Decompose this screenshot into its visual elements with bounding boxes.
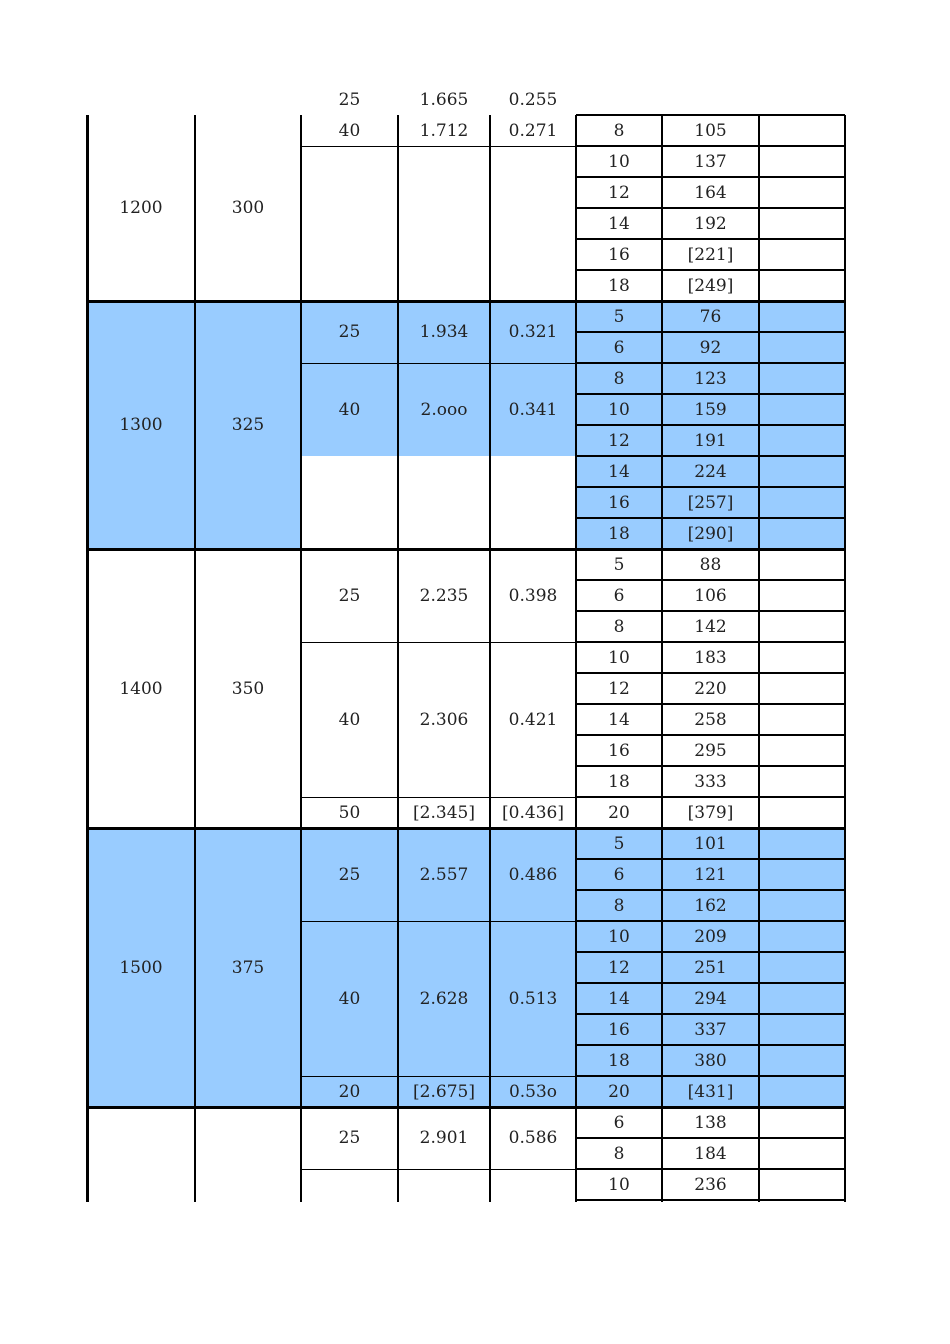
grid-line (576, 610, 845, 612)
table-row-empty (759, 859, 845, 890)
grid-line (576, 672, 845, 674)
table-row-empty (759, 1014, 845, 1045)
sub-thickness: 25 (301, 301, 398, 363)
grid-line (300, 115, 302, 1202)
table-row-empty (759, 518, 845, 549)
sub-thickness: 50 (338, 802, 361, 823)
sub-value-c: 0.341 (490, 363, 576, 456)
table-row-count: 10 (608, 151, 630, 172)
sub-thickness: 40 (338, 120, 361, 141)
group-diameter: 1400 (119, 678, 163, 699)
table-row-count: 16 (608, 740, 630, 761)
grid-line (576, 982, 845, 984)
sub-value-c: 0.513 (490, 921, 576, 1076)
table-row-value: [431] (662, 1076, 759, 1107)
table-row-value: 184 (694, 1143, 727, 1164)
grid-line (489, 115, 491, 1202)
top-row-thickness: 25 (338, 89, 361, 110)
grid-line (576, 207, 845, 209)
sub-value-c: 0.271 (508, 120, 558, 141)
table-row-value: 137 (694, 151, 727, 172)
grid-line (576, 641, 845, 643)
table-row-empty (759, 1107, 845, 1138)
sub-thickness: 20 (301, 1076, 398, 1107)
sub-thickness: 25 (338, 1128, 361, 1148)
table-row-empty (759, 363, 845, 394)
grid-line (576, 1013, 845, 1015)
sub-value-c: [0.436] (502, 802, 564, 823)
table-row-value: 106 (694, 585, 727, 606)
sub-value-c: 0.586 (508, 1128, 558, 1148)
table-row-count: 12 (576, 952, 662, 983)
sub-value-c: 0.421 (508, 709, 558, 730)
table-row-value: 236 (694, 1174, 727, 1195)
grid-line (758, 115, 760, 1202)
table-row-count: 20 (608, 802, 630, 823)
sub-thickness: 40 (338, 709, 361, 730)
table-row-count: 10 (576, 394, 662, 425)
grid-line (576, 269, 845, 271)
grid-line (575, 115, 577, 1202)
sub-value-b: 2.ooo (398, 363, 490, 456)
grid-line (576, 362, 845, 364)
sub-thickness: 40 (301, 363, 398, 456)
group-size: 325 (195, 301, 301, 549)
table-row-empty (759, 332, 845, 363)
table-row-value: 380 (662, 1045, 759, 1076)
table-row-count: 6 (576, 332, 662, 363)
table-row-empty (759, 487, 845, 518)
table-row-count: 18 (608, 771, 630, 792)
sub-value-b: [2.345] (413, 802, 475, 823)
table-row-value: 251 (662, 952, 759, 983)
grid-line (576, 579, 845, 581)
grid-line (576, 1044, 845, 1046)
table-row-empty (759, 890, 845, 921)
table-row-value: 333 (694, 771, 727, 792)
group-diameter: 1500 (87, 828, 195, 1107)
sub-value-b: 2.557 (398, 828, 490, 921)
table-row-empty (759, 146, 845, 177)
table-row-value: 183 (694, 647, 727, 668)
table-row-count: 6 (613, 585, 625, 606)
sub-value-b: 2.628 (398, 921, 490, 1076)
table-row-count: 10 (608, 647, 630, 668)
table-row-value: 101 (662, 828, 759, 859)
table-row-count: 20 (576, 1076, 662, 1107)
grid-line (576, 145, 845, 147)
group-size: 300 (231, 198, 265, 218)
group-size (195, 1107, 301, 1200)
table-row-value: 164 (694, 182, 727, 203)
grid-line (87, 548, 845, 551)
grid-line (87, 300, 845, 303)
grid-line (576, 858, 845, 860)
sub-value-b: 1.934 (398, 301, 490, 363)
table-row-count: 8 (613, 120, 625, 141)
table-row-empty (759, 952, 845, 983)
grid-line (301, 642, 576, 643)
table-row-value: 224 (662, 456, 759, 487)
table-row-value: [221] (687, 244, 734, 265)
grid-line (301, 1169, 576, 1170)
sub-value-c (490, 1169, 576, 1200)
grid-line (301, 797, 576, 798)
table-row-value: 142 (694, 616, 727, 637)
table-row-count: 6 (613, 1112, 625, 1133)
table-row-count: 16 (608, 244, 630, 265)
table-row-value: 162 (662, 890, 759, 921)
grid-line (576, 331, 845, 333)
table-row-empty (759, 270, 845, 301)
table-row-count: 14 (608, 213, 630, 234)
table-row-empty (759, 797, 845, 828)
sub-value-b: 2.306 (419, 709, 469, 730)
table-row-count: 8 (576, 890, 662, 921)
table-row-empty (759, 1169, 845, 1200)
grid-line (397, 115, 399, 1202)
grid-line (576, 114, 845, 116)
grid-line (576, 238, 845, 240)
sub-value-b: 2.235 (419, 585, 469, 606)
grid-line (576, 1199, 845, 1201)
table-row-count: 8 (576, 363, 662, 394)
sub-thickness: 25 (301, 828, 398, 921)
table-row-count: 14 (576, 983, 662, 1014)
group-diameter: 1200 (119, 198, 163, 218)
table-row-count: 12 (608, 678, 630, 699)
grid-line (87, 1106, 845, 1109)
sub-thickness: 25 (338, 585, 361, 606)
grid-line (86, 115, 89, 1202)
table-row-value: 105 (694, 120, 727, 141)
table-row-empty (759, 704, 845, 735)
sub-thickness: 40 (301, 921, 398, 1076)
grid-line (844, 115, 846, 1202)
group-diameter: 1300 (87, 301, 195, 549)
table-row-count: 16 (576, 1014, 662, 1045)
table-row-count: 18 (576, 1045, 662, 1076)
sub-value-b: 1.712 (419, 120, 469, 141)
grid-line (576, 1168, 845, 1170)
table-row-value: 209 (662, 921, 759, 952)
top-row-value-b: 1.665 (419, 89, 469, 110)
grid-line (661, 115, 663, 1202)
grid-line (576, 703, 845, 705)
grid-line (576, 951, 845, 953)
table-row-count: 12 (608, 182, 630, 203)
group-size: 375 (195, 828, 301, 1107)
table-row-empty (759, 983, 845, 1014)
table-row-count: 14 (608, 709, 630, 730)
grid-line (576, 393, 845, 395)
grid-line (301, 363, 576, 364)
table-row-empty (759, 115, 845, 146)
table-row-value: 295 (694, 740, 727, 761)
sub-value-c: 0.486 (490, 828, 576, 921)
grid-line (576, 424, 845, 426)
table-row-count: 10 (608, 1174, 630, 1195)
table-row-value: [379] (687, 802, 734, 823)
table-row-count: 8 (613, 1143, 625, 1164)
table-row-value: 92 (662, 332, 759, 363)
grid-line (576, 734, 845, 736)
grid-line (87, 827, 845, 830)
table-row-empty (759, 208, 845, 239)
grid-line (576, 889, 845, 891)
table-row-value: 294 (662, 983, 759, 1014)
group-diameter (87, 1107, 195, 1200)
sub-thickness (301, 1169, 398, 1200)
table-row-empty (759, 642, 845, 673)
table-row-empty (759, 766, 845, 797)
table-row-value: 220 (694, 678, 727, 699)
table-row-count: 5 (613, 554, 625, 575)
table-row-empty (759, 1138, 845, 1169)
table-row-empty (759, 1076, 845, 1107)
table-row-empty (759, 580, 845, 611)
table-row-empty (759, 921, 845, 952)
table-row-value: 123 (662, 363, 759, 394)
table-row-count: 18 (576, 518, 662, 549)
top-row-value-c: 0.255 (508, 89, 558, 110)
table-row-value: 121 (662, 859, 759, 890)
table-row-value: 88 (699, 554, 722, 575)
table-row-empty (759, 456, 845, 487)
table-row-count: 6 (576, 859, 662, 890)
table-row-count: 12 (576, 425, 662, 456)
table-row-empty (759, 673, 845, 704)
grid-line (576, 920, 845, 922)
table-row-empty (759, 828, 845, 859)
table-row-empty (759, 394, 845, 425)
table-row-value: 191 (662, 425, 759, 456)
grid-line (576, 765, 845, 767)
sub-value-c: 0.53o (490, 1076, 576, 1107)
table-row-count: 16 (576, 487, 662, 518)
table-row-value: 192 (694, 213, 727, 234)
grid-line (301, 146, 576, 147)
sub-value-b: 2.901 (419, 1128, 469, 1148)
table-row-count: 5 (576, 828, 662, 859)
grid-line (576, 176, 845, 178)
sub-value-c: 0.398 (508, 585, 558, 606)
group-size: 350 (231, 678, 265, 699)
grid-line (576, 517, 845, 519)
grid-line (576, 486, 845, 488)
table-row-empty (759, 735, 845, 766)
table-row-count: 14 (576, 456, 662, 487)
table-row-empty (759, 611, 845, 642)
table-row-empty (759, 239, 845, 270)
table-row-value: 76 (662, 301, 759, 332)
table-row-empty (759, 301, 845, 332)
grid-line (194, 115, 196, 1202)
sub-value-b (398, 1169, 490, 1200)
table-row-value: 258 (694, 709, 727, 730)
grid-line (576, 455, 845, 457)
table-row-count: 18 (608, 275, 630, 296)
grid-line (576, 1075, 845, 1077)
table-row-empty (759, 425, 845, 456)
grid-line (576, 1137, 845, 1139)
table-row-value: 138 (694, 1112, 727, 1133)
table-row-count: 5 (576, 301, 662, 332)
table-row-count: 8 (613, 616, 625, 637)
table-row-value: [257] (662, 487, 759, 518)
table-row-value: 337 (662, 1014, 759, 1045)
grid-line (301, 1076, 576, 1077)
sub-value-b: [2.675] (398, 1076, 490, 1107)
grid-line (576, 796, 845, 798)
table-row-value: [290] (662, 518, 759, 549)
table-row-value: [249] (687, 275, 734, 296)
grid-line (301, 921, 576, 922)
table-row-count: 10 (576, 921, 662, 952)
table-row-value: 159 (662, 394, 759, 425)
table-row-empty (759, 1045, 845, 1076)
sub-value-c: 0.321 (490, 301, 576, 363)
table-row-empty (759, 177, 845, 208)
table-row-empty (759, 549, 845, 580)
